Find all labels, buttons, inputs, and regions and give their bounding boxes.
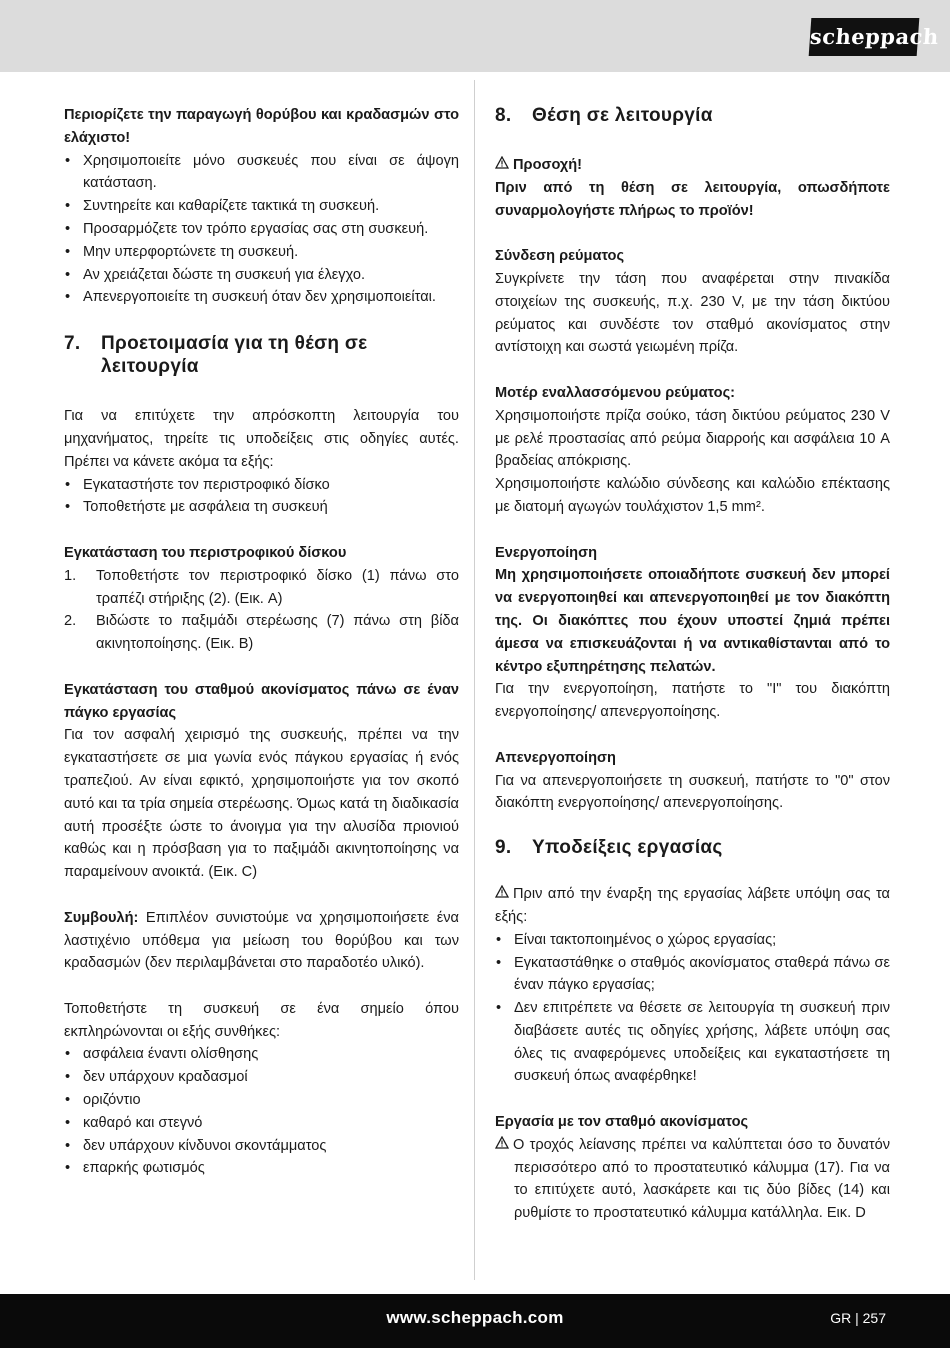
switch-on-title: Ενεργοποίηση (495, 544, 597, 561)
list-item: • οριζόντιο (64, 1089, 459, 1112)
list-item (64, 610, 459, 656)
work-intro (495, 883, 890, 929)
section-title: Υποδείξεις εργασίας (532, 837, 723, 859)
list-item: • Δεν επιτρέπετε να θέσετε σε λειτουργία τη συσκευή πριν διαβάσετε αυτές τις οδηγίες χρήσης, λάβετε υπόψη σας όλες τις αναφερόμενες υποδείξεις και εγκαταστήσετε τη συσκευή όπως αναφέρθηκε! (495, 997, 890, 1088)
header-bar (0, 0, 950, 72)
page-number: GR | 257 (830, 1310, 886, 1326)
step-number: 2. (64, 613, 77, 630)
caution-label-line (495, 154, 890, 177)
ac-motor-title: Μοτέρ εναλλασσόμενου ρεύματος: (495, 384, 736, 401)
step-text: Τοποθετήστε τον περιστροφικό δίσκο (1) πάνω στο τραπέζι στήριξης (2). (Εικ. A) (96, 567, 459, 607)
warning-triangle-icon (495, 154, 509, 177)
list-item: • Τοποθετήστε με ασφάλεια τη συσκευή (64, 496, 459, 519)
section-number: 8. (495, 105, 512, 126)
tip-text: Επιπλέον συνιστούμε να χρησιμοποιήσετε ένα λαστιχένιο υπόθεμα για μείωση του θορύβου και των κραδασμών (δεν περιλαμβάνεται στο παραδοτέο υλικό). (64, 909, 459, 972)
list-item: • Χρησιμοποιείτε μόνο συσκευές που είναι σε άψογη κατάσταση. (64, 150, 459, 196)
step-number: 1. (64, 567, 77, 584)
tip-label: Συμβουλή: (64, 909, 139, 926)
bench-install-text: Για τον ασφαλή χειρισμό της συσκευής, πρέπει να την εγκαταστήσετε σε μια γωνία ενός πάγκου εργασίας ή ενός τραπεζιού. Αν είναι εφικτό, χρησιμοποιήστε για τον σκοπό αυτό και τα τρία σημεία στερέωσης. Όμως κατά τη διαδικασία αυτή προσέξτε ώστε το άνοιγμα για την αλυσίδα πριονιού καθώς και η πρόσβαση για το παξιμάδι ακινητοποίησης να παραμείνουν ανοικτά. (Εικ. C) (64, 727, 459, 881)
list-item (64, 565, 459, 611)
station-text (495, 1134, 890, 1225)
website-link[interactable]: www.scheppach.com (386, 1308, 564, 1327)
power-title: Σύνδεση ρεύματος (495, 248, 625, 265)
list-item: • Συντηρείτε και καθαρίζετε τακτικά τη συσκευή. (64, 195, 459, 218)
footer-bar (0, 1294, 950, 1348)
ac-motor-text-1: Χρησιμοποιήστε πρίζα σούκο, τάση δικτύου ρεύματος 230 V με ρελέ προστασίας από ρεύμα διαρροής και ασφάλεια 10 A βραδείας απόκρισης. (495, 407, 890, 470)
station-text-body: Ο τροχός λείανσης πρέπει να καλύπτεται όσο το δυνατόν περισσότερο από το προστατευτικό κάλυμμα (17). Για να το επιτύχετε αυτό, λασκάρετε και τις δύο βίδες (14) και ρυθμίστε το προστατευτικό κάλυμμα κατάλληλα. Εικ. D (513, 1136, 890, 1222)
list-item: • Είναι τακτοποιημένος ο χώρος εργασίας; (495, 929, 890, 952)
section-9-heading (495, 836, 890, 859)
list-item: • δεν υπάρχουν κραδασμοί (64, 1066, 459, 1089)
caution-text: Πριν από τη θέση σε λειτουργία, οπωσδήποτε συναρμολογήστε πλήρως το προϊόν! (495, 179, 890, 219)
disc-install-steps (64, 565, 459, 656)
placement-text: Τοποθετήστε τη συσκευή σε ένα σημείο όπου εκπληρώνονται οι εξής συνθήκες: (64, 1000, 459, 1040)
tip-paragraph (64, 907, 459, 975)
station-title: Εργασία με τον σταθμό ακονίσματος (495, 1114, 749, 1131)
noise-title: Περιορίζετε την παραγωγή θορύβου και κραδασμών στο ελάχιστο! (64, 107, 459, 146)
section-7-list (64, 474, 459, 520)
ac-motor-text-2: Χρησιμοποιήστε καλώδιο σύνδεσης και καλώδιο επέκτασης με διατομή αγωγών τουλάχιστον 1,5 mm². (495, 476, 890, 515)
list-item: • Μην υπερφορτώνετε τη συσκευή. (64, 241, 459, 264)
list-item: • Εγκαταστάθηκε ο σταθμός ακονίσματος σταθερά πάνω σε έναν πάγκο εργασίας; (495, 952, 890, 998)
list-item: • Αν χρειάζεται δώστε τη συσκευή για έλεγχο. (64, 264, 459, 287)
work-intro-text: Πριν από την έναρξη της εργασίας λάβετε υπόψη σας τα εξής: (495, 886, 890, 925)
section-8-heading (495, 104, 890, 127)
list-item: • Προσαρμόζετε τον τρόπο εργασίας σας στη συσκευή. (64, 218, 459, 241)
column-divider (474, 80, 475, 1280)
list-item: • καθαρό και στεγνό (64, 1112, 459, 1135)
caution-label: Προσοχή! (513, 157, 583, 173)
section-7-heading (64, 332, 459, 378)
section-number: 7. (64, 333, 81, 355)
list-item: • επαρκής φωτισμός (64, 1157, 459, 1180)
list-item: • Απενεργοποιείτε τη συσκευή όταν δεν χρησιμοποιείται. (64, 286, 459, 309)
bench-install-title: Εγκατάσταση του σταθμού ακονίσματος πάνω σε έναν πάγκο εργασίας (64, 681, 459, 721)
section-title: Θέση σε λειτουργία (532, 105, 713, 126)
placement-list (64, 1043, 459, 1180)
section-7-intro: Για να επιτύχετε την απρόσκοπτη λειτουργία του μηχανήματος, τηρείτε τις υποδείξεις στις οδηγίες αυτές. Πρέπει να κάνετε ακόμα τα εξής: (64, 408, 459, 470)
power-text: Συγκρίνετε την τάση που αναφέρεται στην πινακίδα στοιχείων της συσκευής, π.χ. 230 V, με την τάση δικτύου ρεύματος και συνδέστε τον σταθμό ακονίσματος στην αντίστοιχη και σωστά γειωμένη πρίζα. (495, 270, 890, 356)
disc-install-title: Εγκατάσταση του περιστροφικού δίσκου (64, 544, 347, 561)
switch-on-warning: Μη χρησιμοποιήσετε οποιαδήποτε συσκευή δεν μπορεί να ενεργοποιηθεί και απενεργοποιηθεί με τον διακόπτη της. Οι διακόπτες που έχουν υποστεί ζημιά πρέπει άμεσα να επισκευάζονται ή να αντικαθίστανται από το κέντρο εξυπηρέτησης πελατών. (495, 567, 890, 675)
switch-on-text: Για την ενεργοποίηση, πατήστε το "I" του διακόπτη ενεργοποίησης/ απενεργοποίησης. (495, 681, 890, 721)
warning-triangle-icon (495, 883, 509, 906)
scheppach-logo: scheppach (809, 18, 920, 56)
section-title: Προετοιμασία για τη θέση σε λειτουργία (101, 333, 368, 378)
section-number: 9. (495, 837, 512, 859)
list-item: • δεν υπάρχουν κίνδυνοι σκοντάμματος (64, 1135, 459, 1158)
list-item: • ασφάλεια έναντι ολίσθησης (64, 1043, 459, 1066)
switch-off-text: Για να απενεργοποιήσετε τη συσκευή, πατήστε το "0" στον διακόπτη ενεργοποίησης/ απενεργοποίησης. (495, 772, 890, 812)
work-checklist (495, 929, 890, 1089)
switch-off-title: Απενεργοποίηση (495, 749, 616, 766)
warning-triangle-icon (495, 1134, 509, 1157)
list-item: • Εγκαταστήστε τον περιστροφικό δίσκο (64, 474, 459, 497)
noise-list (64, 150, 459, 310)
left-column (64, 104, 459, 1180)
step-text: Βιδώστε το παξιμάδι στερέωσης (7) πάνω στη βίδα ακινητοποίησης. (Εικ. B) (96, 613, 459, 653)
right-column (495, 104, 890, 1225)
